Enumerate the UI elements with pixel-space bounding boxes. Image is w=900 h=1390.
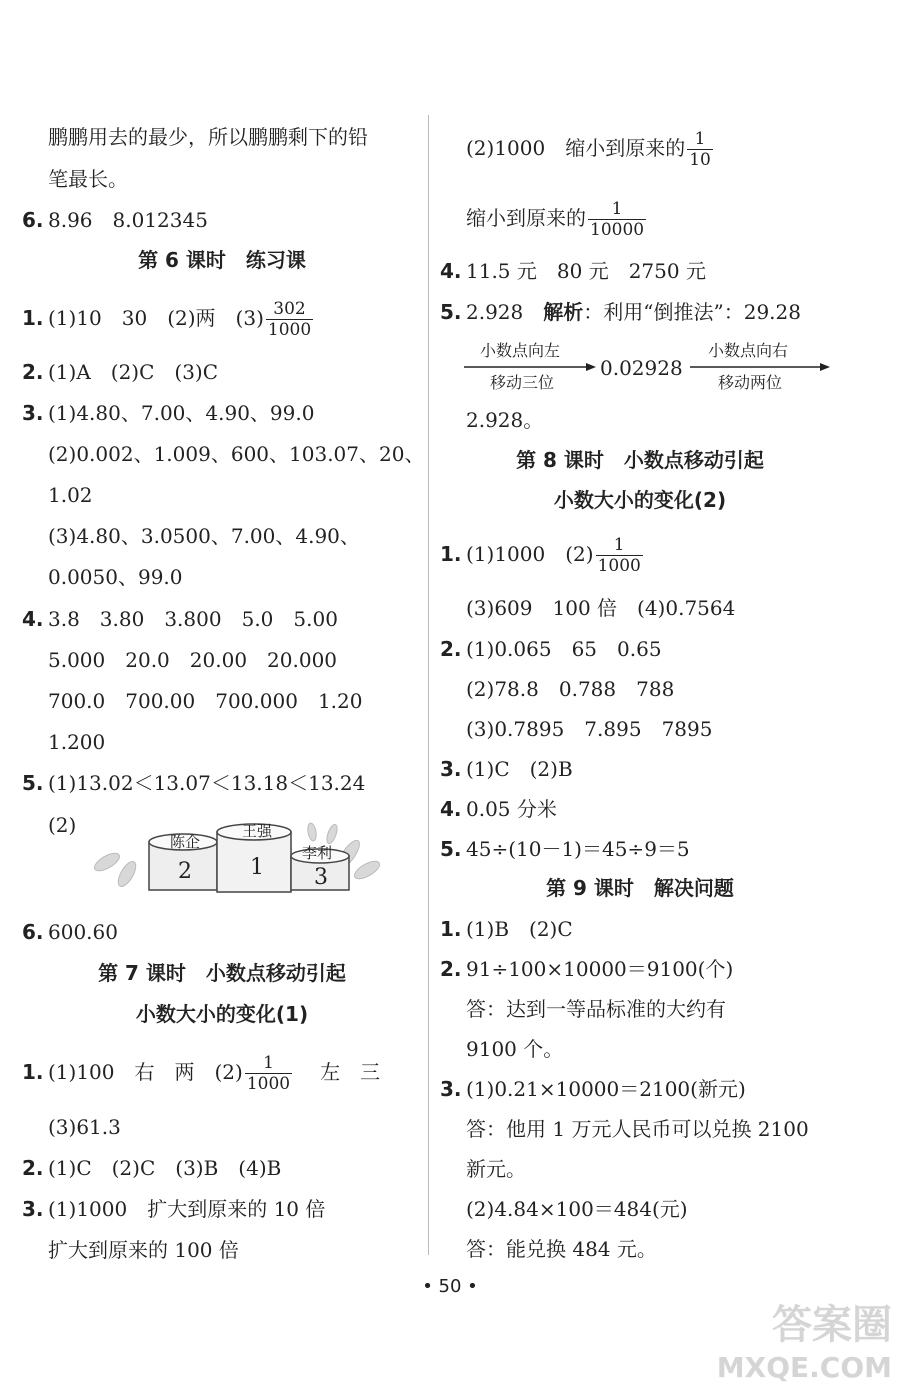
answer-9-1 — [440, 916, 573, 942]
question-number: 3. — [22, 1197, 44, 1221]
analysis-label: 解析 — [543, 300, 584, 324]
numerator: 302 — [273, 299, 306, 319]
answer-9-3 — [440, 1076, 746, 1102]
question-number: 5. — [440, 300, 462, 324]
answer-text: (1)100 右 两 (2) — [48, 1060, 243, 1084]
answer-text: (1)B (2)C — [466, 917, 573, 941]
answer-text: 8.96 8.012345 — [48, 208, 208, 232]
question-number: 1. — [22, 1060, 44, 1084]
denominator: 10000 — [590, 220, 645, 240]
arrow-label-above-1: 小数点向左 — [480, 341, 561, 360]
podium-name-3: 李利 — [301, 844, 333, 862]
text-line — [466, 198, 648, 240]
fraction — [245, 1053, 292, 1094]
text-line: (3)61.3 — [48, 1115, 121, 1139]
podium-rank-3: 3 — [314, 865, 328, 890]
text-line: (2)78.8 0.788 788 — [466, 677, 675, 701]
text-line — [466, 128, 715, 170]
answer-text: (1)1000 (2) — [466, 542, 594, 566]
section-heading: 小数大小的变化(1) — [135, 1002, 309, 1026]
answer-text: (1)10 30 (2)两 (3) — [48, 306, 264, 330]
answer-text: (1)1000 扩大到原来的 10 倍 — [48, 1197, 326, 1221]
question-number: 1. — [22, 306, 44, 330]
text-line: (3)4.80、3.0500、7.00、4.90、 — [48, 524, 360, 548]
answer-text: (1)C (2)C (3)B (4)B — [48, 1156, 282, 1180]
numerator: 1 — [613, 535, 625, 555]
numerator: 1 — [263, 1053, 274, 1073]
answer-text: 11.5 元 80 元 2750 元 — [466, 259, 706, 283]
question-number: 2. — [440, 957, 462, 981]
answer-8-5 — [440, 836, 690, 862]
answer-text: 600.60 — [48, 920, 118, 944]
watermark-logo: 答案圈 — [772, 1302, 892, 1348]
answer-7-1 — [22, 1052, 380, 1094]
arrow-label-below-2: 移动两位 — [718, 373, 783, 392]
question-number: 3. — [440, 1077, 462, 1101]
text-line: 1.02 — [48, 483, 93, 507]
watermark-url: MXQE.COM — [716, 1351, 892, 1384]
denominator: 1000 — [246, 1074, 291, 1094]
answer-8-3 — [440, 756, 573, 782]
podium-name-1: 王强 — [241, 822, 273, 840]
answer-8-2 — [440, 636, 662, 662]
answer-text: (1)A (2)C (3)C — [48, 360, 219, 384]
text-line: 2.928。 — [466, 408, 544, 432]
question-number: 1. — [440, 542, 462, 566]
text-line: (2)0.002、1.009、600、103.07、20、 — [48, 442, 425, 466]
text-line: 9100 个。 — [466, 1037, 564, 1061]
answer-7-2 — [22, 1155, 281, 1181]
question-number: 6. — [22, 208, 44, 232]
answer-text: (2)1000 缩小到原来的 — [466, 136, 686, 160]
text-line: 新元。 — [466, 1157, 526, 1181]
section-heading: 第 7 课时 小数点移动引起 — [98, 961, 346, 985]
answer-5 — [22, 770, 365, 796]
answer-text: (1)C (2)B — [466, 757, 573, 781]
text-line: (2)4.84×100＝484(元) — [466, 1197, 688, 1221]
answer-3 — [22, 400, 314, 426]
arrow-label-below-1: 移动三位 — [490, 373, 555, 392]
podium-name-2: 陈企 — [169, 833, 201, 851]
question-number: 2. — [22, 360, 44, 384]
question-number: 5. — [440, 837, 462, 861]
section-heading: 第 9 课时 解决问题 — [546, 876, 734, 900]
text-line: 鹏鹏用去的最少，所以鹏鹏剩下的铅 — [48, 125, 368, 149]
fraction — [596, 535, 643, 576]
answer-text: 缩小到原来的 — [466, 206, 586, 230]
text-line: 答：达到一等品标准的大约有 — [466, 997, 726, 1021]
text-line: (3)609 100 倍 (4)0.7564 — [466, 596, 736, 620]
answer-7-3 — [22, 1196, 325, 1222]
answer-4 — [22, 606, 338, 632]
decimal-shift-diagram — [464, 336, 834, 394]
question-number: 5. — [22, 771, 44, 795]
arrow-right-icon — [690, 362, 830, 372]
text-line: 答：他用 1 万元人民币可以兑换 2100 — [466, 1117, 809, 1141]
answer-text: (1)0.065 65 0.65 — [466, 637, 662, 661]
denominator: 1000 — [597, 556, 641, 576]
podium-rank-2: 2 — [178, 859, 192, 884]
answer-r4 — [440, 258, 706, 284]
numerator: 1 — [611, 199, 623, 219]
podium-illustration — [87, 812, 387, 898]
answer-1 — [22, 298, 315, 340]
section-heading: 第 6 课时 练习课 — [138, 248, 306, 272]
answer-text: ：利用“倒推法”：29.28 — [583, 300, 801, 324]
fraction — [687, 129, 713, 170]
numerator: 1 — [694, 129, 706, 149]
answer-2 — [22, 359, 218, 385]
answer-r5 — [440, 299, 801, 325]
text-line: 扩大到原来的 100 倍 — [48, 1238, 239, 1262]
arrow-label-above-2: 小数点向右 — [708, 341, 789, 360]
question-number: 2. — [440, 637, 462, 661]
text-line: 1.200 — [48, 730, 106, 754]
answer-text: 91÷100×10000＝9100(个) — [466, 957, 734, 981]
question-number: 1. — [440, 917, 462, 941]
answer-text: 3.8 3.80 3.800 5.0 5.00 — [48, 607, 338, 631]
intermediate-value: 0.02928 — [600, 356, 683, 380]
text-line: (2) — [48, 813, 77, 837]
answer-6b — [22, 919, 118, 945]
answer-text: 左 三 — [320, 1060, 381, 1084]
answer-6 — [22, 207, 208, 233]
arrow-right-icon — [464, 362, 596, 372]
question-number: 6. — [22, 920, 44, 944]
text-line: (3)0.7895 7.895 7895 — [466, 717, 713, 741]
question-number: 3. — [440, 757, 462, 781]
text-line: 0.0050、99.0 — [48, 565, 183, 589]
text-line: 700.0 700.00 700.000 1.20 — [48, 689, 363, 713]
text-line: 笔最长。 — [48, 167, 128, 191]
column-divider — [428, 115, 429, 1255]
answer-9-2 — [440, 956, 733, 982]
text-line: 5.000 20.0 20.00 20.000 — [48, 648, 338, 672]
fraction — [588, 199, 646, 240]
answer-text: 45÷(10－1)＝45÷9＝5 — [466, 837, 690, 861]
fraction — [266, 299, 313, 340]
podium-rank-1: 1 — [250, 855, 264, 880]
question-number: 4. — [22, 607, 44, 631]
answer-text: 0.05 分米 — [466, 797, 557, 821]
denominator: 1000 — [267, 320, 312, 340]
answer-text: 2.928 — [466, 300, 544, 324]
page-number: • 50 • — [422, 1276, 478, 1297]
section-heading: 小数大小的变化(2) — [553, 488, 727, 512]
answer-text: (1)0.21×10000＝2100(新元) — [466, 1077, 746, 1101]
question-number: 4. — [440, 797, 462, 821]
denominator: 10 — [689, 150, 711, 170]
answer-text: (1)4.80、7.00、4.90、99.0 — [48, 401, 315, 425]
question-number: 2. — [22, 1156, 44, 1180]
answer-8-1 — [440, 534, 645, 576]
question-number: 3. — [22, 401, 44, 425]
section-heading: 第 8 课时 小数点移动引起 — [516, 448, 764, 472]
question-number: 4. — [440, 259, 462, 283]
answer-text: (1)13.02＜13.07＜13.18＜13.24 — [48, 771, 366, 795]
text-line: 答：能兑换 484 元。 — [466, 1237, 657, 1261]
answer-8-4 — [440, 796, 557, 822]
